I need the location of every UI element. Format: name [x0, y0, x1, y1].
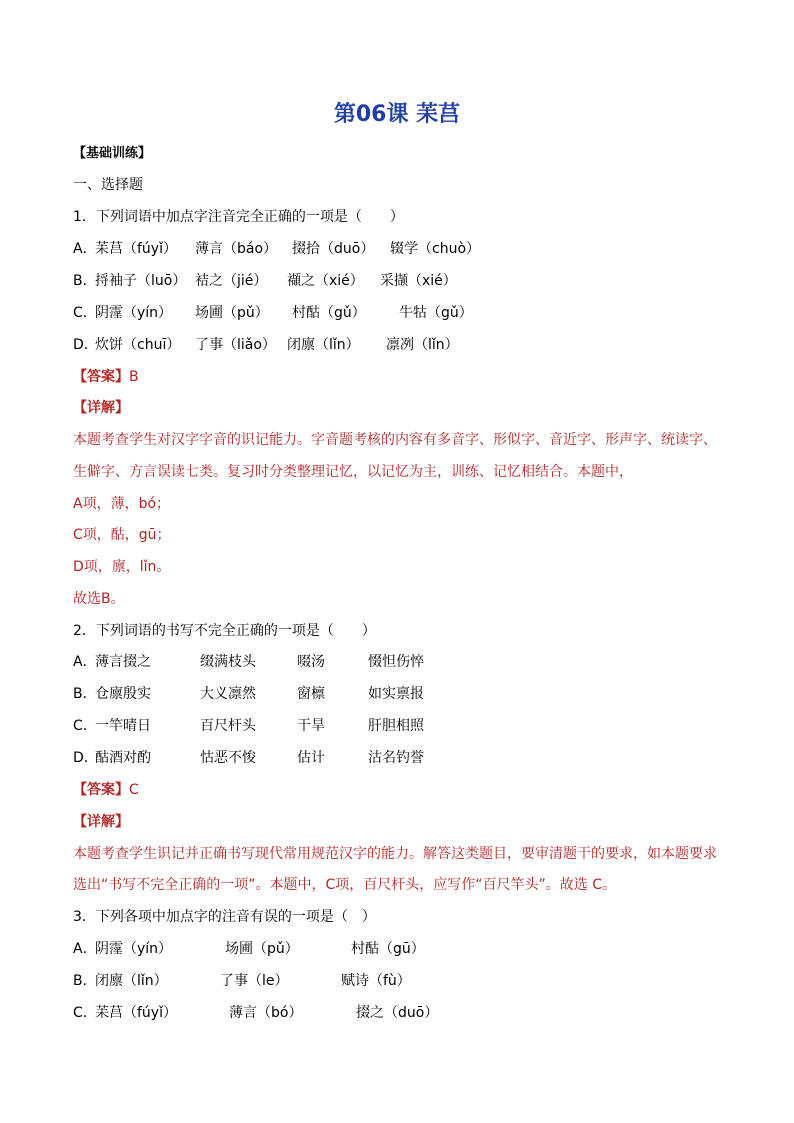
option-item: 薄言（bó） [229, 1005, 303, 1021]
option-item: 了事（le） [220, 973, 289, 989]
option-item: 采撷（xié） [380, 273, 457, 289]
option-item: 大义凛然 [200, 686, 256, 702]
option-item: 苿莒（fúyǐ） [95, 1005, 177, 1021]
option-item: 缀满枝头 [200, 654, 256, 670]
option-item: 啜汤 [297, 654, 325, 670]
option-item: 闭廪（lǐn） [287, 337, 360, 353]
option-label: B． [73, 686, 97, 702]
option-item: 场圃（pǔ） [225, 941, 299, 957]
option-item: 苿莒（fúyǐ） [95, 241, 177, 257]
option-label: C． [73, 718, 97, 734]
option-item: 场圃（pǔ） [195, 305, 269, 321]
option-label: C． [73, 305, 97, 321]
option-item: 村酤（gǔ） [292, 305, 366, 321]
q1-explanation-line-1: 本题考查学生对汉字字音的识记能力。字音题考核的内容有多音字、形似字、音近字、形声字、统读字、 [73, 432, 717, 448]
option-label: B． [73, 273, 97, 289]
option-item: 炊饼（chuī） [95, 337, 181, 353]
option-item: 薄言（báo） [195, 241, 278, 257]
q1-note-a: A项，薄，bó； [73, 496, 171, 512]
option-label: D． [73, 337, 98, 353]
option-item: 百尺杆头 [200, 718, 256, 734]
option-item: 襭之（xié） [287, 273, 364, 289]
option-item: 一竿晴日 [95, 718, 151, 734]
option-item: 牛牯（gǔ） [399, 305, 473, 321]
option-item: 肝胆相照 [368, 718, 424, 734]
q2-explanation-line-2: 选出“书写不完全正确的一项”。本题中，C项，百尺杆头，应写作“百尺竿头”。故选 C。 [73, 877, 617, 893]
option-label: A． [73, 241, 97, 257]
answer-value: C [129, 782, 139, 798]
option-item: 如实禀报 [368, 686, 424, 702]
option-item: 掇之（duō） [356, 1005, 439, 1021]
option-item: 闭廪（lǐn） [95, 973, 168, 989]
q3-option-a [73, 937, 713, 961]
option-item: 薄言掇之 [95, 654, 151, 670]
q1-stem: 1．下列词语中加点字注音完全正确的一项是（ ） [73, 209, 404, 225]
option-item: 仓廪殷实 [95, 686, 151, 702]
option-item: 辍学（chuò） [390, 241, 481, 257]
q2-answer [73, 778, 139, 802]
q1-note-c: C项，酤，gū； [73, 527, 171, 543]
q3-option-c [73, 1001, 713, 1025]
q1-option-d [73, 333, 713, 357]
q3-stem: 3．下列各项中加点字的注音有误的一项是（ ） [73, 909, 376, 925]
q1-note-d: D项，廪，lǐn。 [73, 559, 171, 575]
option-label: B． [73, 973, 97, 989]
q2-option-c [73, 714, 713, 738]
q2-option-d [73, 746, 713, 770]
option-label: A． [73, 654, 97, 670]
q1-option-a [73, 237, 713, 261]
option-label: A． [73, 941, 97, 957]
q2-explanation-line-1: 本题考查学生识记并正确书写现代常用规范汉字的能力。解答这类题目，要审清题干的要求，如本题要求 [73, 846, 717, 862]
q1-option-c [73, 301, 713, 325]
option-item: 估计 [297, 750, 325, 766]
q1-conclusion: 故选B。 [73, 591, 125, 607]
q1-option-b [73, 269, 713, 293]
q1-answer [73, 365, 139, 389]
option-item: 干旱 [297, 718, 325, 734]
option-item: 村酤（gū） [351, 941, 425, 957]
option-item: 掇拾（duō） [292, 241, 375, 257]
option-item: 捋袖子（luō） [95, 273, 187, 289]
option-item: 了事（liǎo） [195, 337, 276, 353]
option-item: 袺之（jié） [195, 273, 268, 289]
q2-detail-tag: 【详解】 [73, 814, 129, 830]
option-item: 沽名钓誉 [368, 750, 424, 766]
answer-tag: 【答案】 [73, 369, 129, 385]
option-label: C． [73, 1005, 97, 1021]
answer-tag: 【答案】 [73, 782, 129, 798]
option-item: 阴霪（yín） [95, 941, 173, 957]
option-item: 惙怛伤悴 [368, 654, 424, 670]
option-item: 怙恶不悛 [200, 750, 256, 766]
section-basic-training: 【基础训练】 [73, 146, 152, 161]
q3-option-b [73, 969, 713, 993]
option-item: 赋诗（fù） [341, 973, 411, 989]
q2-option-b [73, 682, 713, 706]
q1-detail-tag: 【详解】 [73, 400, 129, 416]
option-item: 酤酒对酌 [95, 750, 151, 766]
q1-explanation-line-2: 生僻字、方言误读七类。复习时分类整理记忆，以记忆为主，训练、记忆相结合。本题中， [73, 464, 633, 480]
part-one-heading: 一、选择题 [73, 177, 143, 193]
option-item: 阴霪（yín） [95, 305, 173, 321]
page-title: 第06课 苿莒 [333, 102, 461, 127]
q2-option-a [73, 650, 713, 674]
option-label: D． [73, 750, 98, 766]
option-item: 凛冽（lǐn） [386, 337, 459, 353]
q2-stem: 2．下列词语的书写不完全正确的一项是（ ） [73, 623, 376, 639]
option-item: 窗檩 [297, 686, 325, 702]
answer-value: B [129, 369, 139, 385]
